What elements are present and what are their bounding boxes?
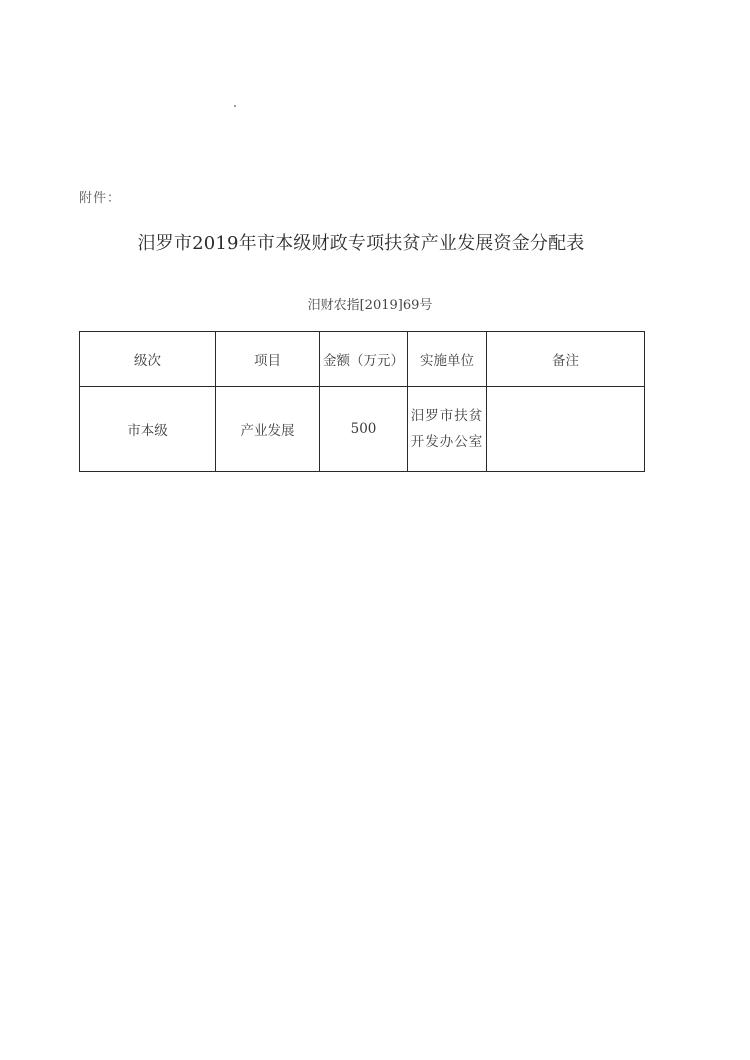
cell-project: 产业发展 bbox=[216, 387, 320, 472]
cell-amount: 500 bbox=[320, 387, 408, 472]
unit-line-2: 开发办公室 bbox=[410, 434, 484, 450]
table-row bbox=[80, 387, 645, 472]
cell-remark bbox=[487, 387, 645, 472]
header-project: 项目 bbox=[216, 332, 320, 387]
unit-line-1: 汨罗市扶贫 bbox=[410, 408, 484, 424]
document-title: 汨罗市2019年市本级财政专项扶贫产业发展资金分配表 bbox=[137, 233, 585, 254]
header-amount: 金额（万元） bbox=[320, 332, 408, 387]
header-level: 级次 bbox=[80, 332, 216, 387]
table-header-row bbox=[80, 332, 645, 387]
header-remark: 备注 bbox=[487, 332, 645, 387]
document-number: 汨财农指[2019]69号 bbox=[307, 298, 433, 313]
header-implementing-unit: 实施单位 bbox=[408, 332, 487, 387]
attachment-label: 附件： bbox=[79, 191, 122, 206]
allocation-table bbox=[79, 331, 645, 472]
cell-level: 市本级 bbox=[80, 387, 216, 472]
scan-speck bbox=[234, 105, 236, 107]
cell-implementing-unit bbox=[408, 387, 487, 472]
